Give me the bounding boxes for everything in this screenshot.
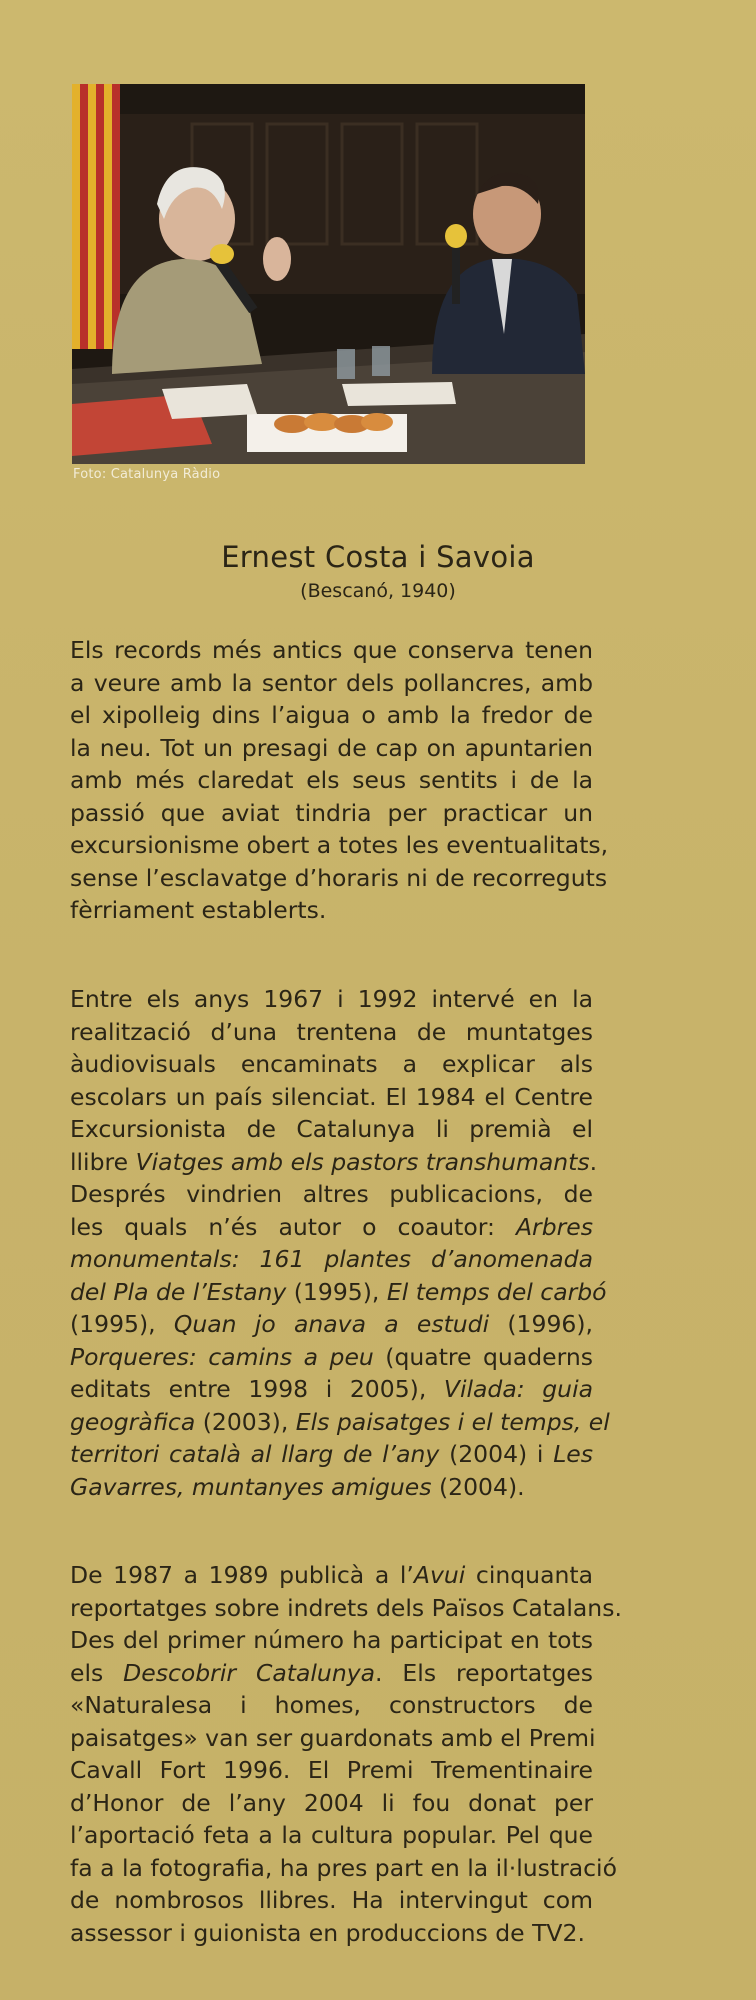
text-line — [70, 1406, 610, 1439]
text-line: l’aportació feta a la cultura popular. Pel que — [70, 1821, 593, 1849]
text-line: fa a la fotografia, ha pres part en la il·lustració — [70, 1853, 617, 1882]
book-title: El temps del carbó — [386, 1277, 607, 1306]
photo-caption: Foto: Catalunya Ràdio — [73, 467, 221, 482]
text-run: (2004) i — [439, 1440, 554, 1468]
text-line: Excursionista de Catalunya li premià el — [70, 1115, 593, 1143]
text-run: (1996), — [489, 1310, 593, 1338]
text-line: reportatges sobre indrets dels Països Catalans. — [70, 1593, 622, 1622]
book-title: Arbres — [515, 1212, 593, 1241]
text-run: (quatre quaderns — [373, 1342, 593, 1371]
person-name: Ernest Costa i Savoia — [221, 540, 535, 574]
book-title: Viatges amb els pastors transhumants — [135, 1147, 590, 1176]
text-line: de nombrosos llibres. Ha intervingut com — [70, 1886, 593, 1914]
text-line — [70, 1308, 593, 1341]
series-title: Descobrir Catalunya — [123, 1658, 376, 1687]
text-line — [70, 1211, 593, 1244]
newspaper-title: Avui — [413, 1561, 466, 1589]
text-line — [70, 1341, 593, 1374]
paragraph-reportages — [70, 1559, 622, 1949]
text-line: d’Honor de l’any 2004 li fou donat per — [70, 1788, 593, 1817]
book-title: territori català al llarg de l’any — [70, 1440, 440, 1468]
book-title: Les — [553, 1440, 593, 1468]
text-line: passió que aviat tindria per practicar un — [70, 798, 593, 827]
book-title: Vilada: guia — [443, 1375, 593, 1403]
text-run: De 1987 a 1989 publicà a l’ — [70, 1561, 414, 1589]
text-run: (2004). — [431, 1472, 525, 1501]
text-line: Des del primer número ha participat en tots — [70, 1626, 593, 1654]
text-run: . Els reportatges — [375, 1658, 593, 1687]
text-line: fèrriament establerts. — [70, 896, 327, 924]
text-line — [70, 1471, 593, 1504]
person-birthplace: (Bescanó, 1940) — [300, 580, 456, 602]
text-run: editats entre 1998 i 2005), — [70, 1375, 444, 1403]
text-line — [70, 1146, 598, 1179]
text-line — [70, 1276, 607, 1309]
book-title: Els paisatges i el temps, el — [295, 1407, 610, 1436]
text-line: Després vindrien altres publicacions, de — [70, 1180, 593, 1208]
text-line: Entre els anys 1967 i 1992 intervé en la — [70, 985, 593, 1013]
book-title: del Pla de l’Estany — [70, 1277, 287, 1306]
text-line — [70, 1559, 593, 1592]
text-run: les quals n’és autor o coautor: — [70, 1212, 516, 1241]
text-run: llibre — [70, 1147, 136, 1176]
text-line — [70, 1438, 593, 1471]
text-run: (1995), — [70, 1310, 174, 1338]
text-run: els — [70, 1658, 124, 1687]
paragraph-publications — [70, 983, 610, 1503]
text-run: (2003), — [195, 1407, 296, 1436]
paragraph-childhood — [70, 634, 609, 927]
text-line: excursionisme obert a totes les eventualitats, — [70, 831, 609, 859]
text-run: cinquanta — [465, 1561, 593, 1589]
text-line: el xipolleig dins l’aigua o amb la fredor de — [70, 701, 593, 729]
book-title: Porqueres: camins a peu — [70, 1342, 374, 1371]
text-line: amb més claredat els seus sentits i de la — [70, 766, 593, 794]
text-line: Els records més antics que conserva tenen — [70, 636, 593, 664]
book-title: monumentals: 161 plantes d’anomenada — [70, 1245, 593, 1273]
book-title: Quan jo anava a estudi — [173, 1310, 490, 1338]
text-line — [70, 1373, 593, 1406]
book-title: geogràfica — [70, 1407, 196, 1436]
text-line: escolars un país silenciat. El 1984 el Centre — [70, 1082, 593, 1111]
text-line: la neu. Tot un presagi de cap on apuntarien — [70, 733, 593, 762]
text-line: sense l’esclavatge d’horaris ni de recorreguts — [70, 863, 608, 892]
text-line: realització d’una trentena de muntatges — [70, 1017, 593, 1046]
interview-photo — [72, 84, 585, 464]
book-title: Gavarres, muntanyes amigues — [70, 1472, 432, 1501]
text-line: a veure amb la sentor dels pollancres, amb — [70, 668, 593, 697]
text-line — [70, 1657, 593, 1690]
text-line: «Naturalesa i homes, constructors de — [70, 1691, 593, 1719]
text-line: paisatges» van ser guardonats amb el Premi — [70, 1723, 596, 1752]
text-line: assessor i guionista en produccions de TV2. — [70, 1918, 585, 1947]
text-run: (1995), — [286, 1277, 387, 1306]
text-line — [70, 1243, 593, 1276]
text-run: . — [589, 1147, 598, 1176]
text-line: Cavall Fort 1996. El Premi Trementinaire — [70, 1756, 593, 1784]
text-line: àudiovisuals encaminats a explicar als — [70, 1050, 593, 1078]
